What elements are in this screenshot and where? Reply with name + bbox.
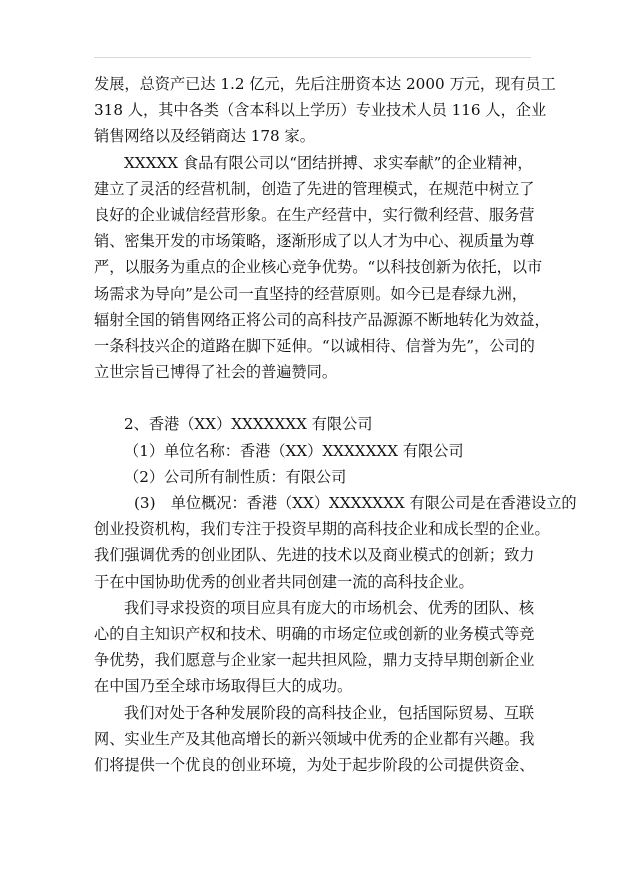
text-line: 场需求为导向”是公司一直坚持的经营原则。如今已是春绿九洲， [94, 284, 528, 303]
text-line: 严，以服务为重点的企业核心竞争优势。“以科技创新为依托，以市 [94, 258, 543, 277]
text-line: 争优势，我们愿意与企业家一起共担风险，鼎力支持早期创新企业 [94, 651, 535, 670]
text-line: 销、密集开发的市场策略，逐渐形成了以人才为中心、视质量为尊 [94, 232, 535, 251]
text-line: 立世宗旨已博得了社会的普遍赞同。 [94, 363, 337, 382]
paragraph-company-spirit [94, 150, 550, 412]
item-ownership: （2）公司所有制性质：有限公司 [124, 467, 347, 486]
text-line: 们将提供一个优良的创业环境，为处于起步阶段的公司提供资金、 [94, 755, 535, 774]
paragraph-unit-overview [94, 490, 577, 595]
text-line: 一条科技兴企的道路在脚下延伸。“以诚相待、信誉为先”，公司的 [94, 336, 535, 355]
item-unit-name: （1）单位名称：香港（XX）XXXXXXX 有限公司 [124, 441, 464, 460]
text-line: 我们强调优秀的创业团队、先进的技术以及商业模式的创新；致力 [94, 546, 535, 565]
text-line: (3) 单位概况：香港（XX）XXXXXXX 有限公司是在香港设立的 [134, 494, 577, 512]
text-line: 良好的企业诚信经营形象。在生产经营中，实行微利经营、服务营 [94, 205, 535, 224]
paragraph-company-scale [94, 71, 556, 150]
text-line: 辐射全国的销售网络正将公司的高科技产品源源不断地转化为效益， [94, 310, 550, 329]
text-line: 心的自主知识产权和技术、明确的市场定位或创新的业务模式等竞 [94, 624, 535, 643]
text-line: 发展，总资产已达 1.2 亿元，先后注册资本达 2000 万元，现有员工 [94, 75, 556, 93]
text-line: 销售网络以及经销商达 178 家。 [94, 127, 315, 146]
text-line: 建立了灵活的经营机制，创造了先进的管理模式，在规范中树立了 [94, 179, 535, 198]
paragraph-investment-criteria [94, 595, 539, 700]
text-line: 网、实业生产及其他高增长的新兴领域中优秀的企业都有兴趣。我 [94, 729, 535, 748]
text-line: 我们对处于各种发展阶段的高科技企业，包括国际贸易、互联 [124, 703, 535, 722]
text-line: 于在中国协助优秀的创业者共同创建一流的高科技企业。 [94, 572, 474, 591]
text-line: 在中国乃至全球市场取得巨大的成功。 [94, 677, 353, 696]
text-line [94, 385, 539, 411]
header-rule [94, 57, 531, 58]
text-line: 创业投资机构，我们专注于投资早期的高科技企业和成长型的企业。 [94, 520, 550, 539]
section-heading: 2、香港（XX）XXXXXXX 有限公司 [124, 415, 373, 434]
paragraph-investment-interest [94, 700, 539, 779]
text-line: 318 人，其中各类（含本科以上学历）专业技术人员 116 人，企业 [94, 101, 547, 120]
document-body [94, 71, 577, 778]
text-line: XXXXX 食品有限公司以“团结拼搏、求实奉献”的企业精神， [124, 153, 533, 172]
text-line: 我们寻求投资的项目应具有庞大的市场机会、优秀的团队、核 [124, 598, 535, 617]
